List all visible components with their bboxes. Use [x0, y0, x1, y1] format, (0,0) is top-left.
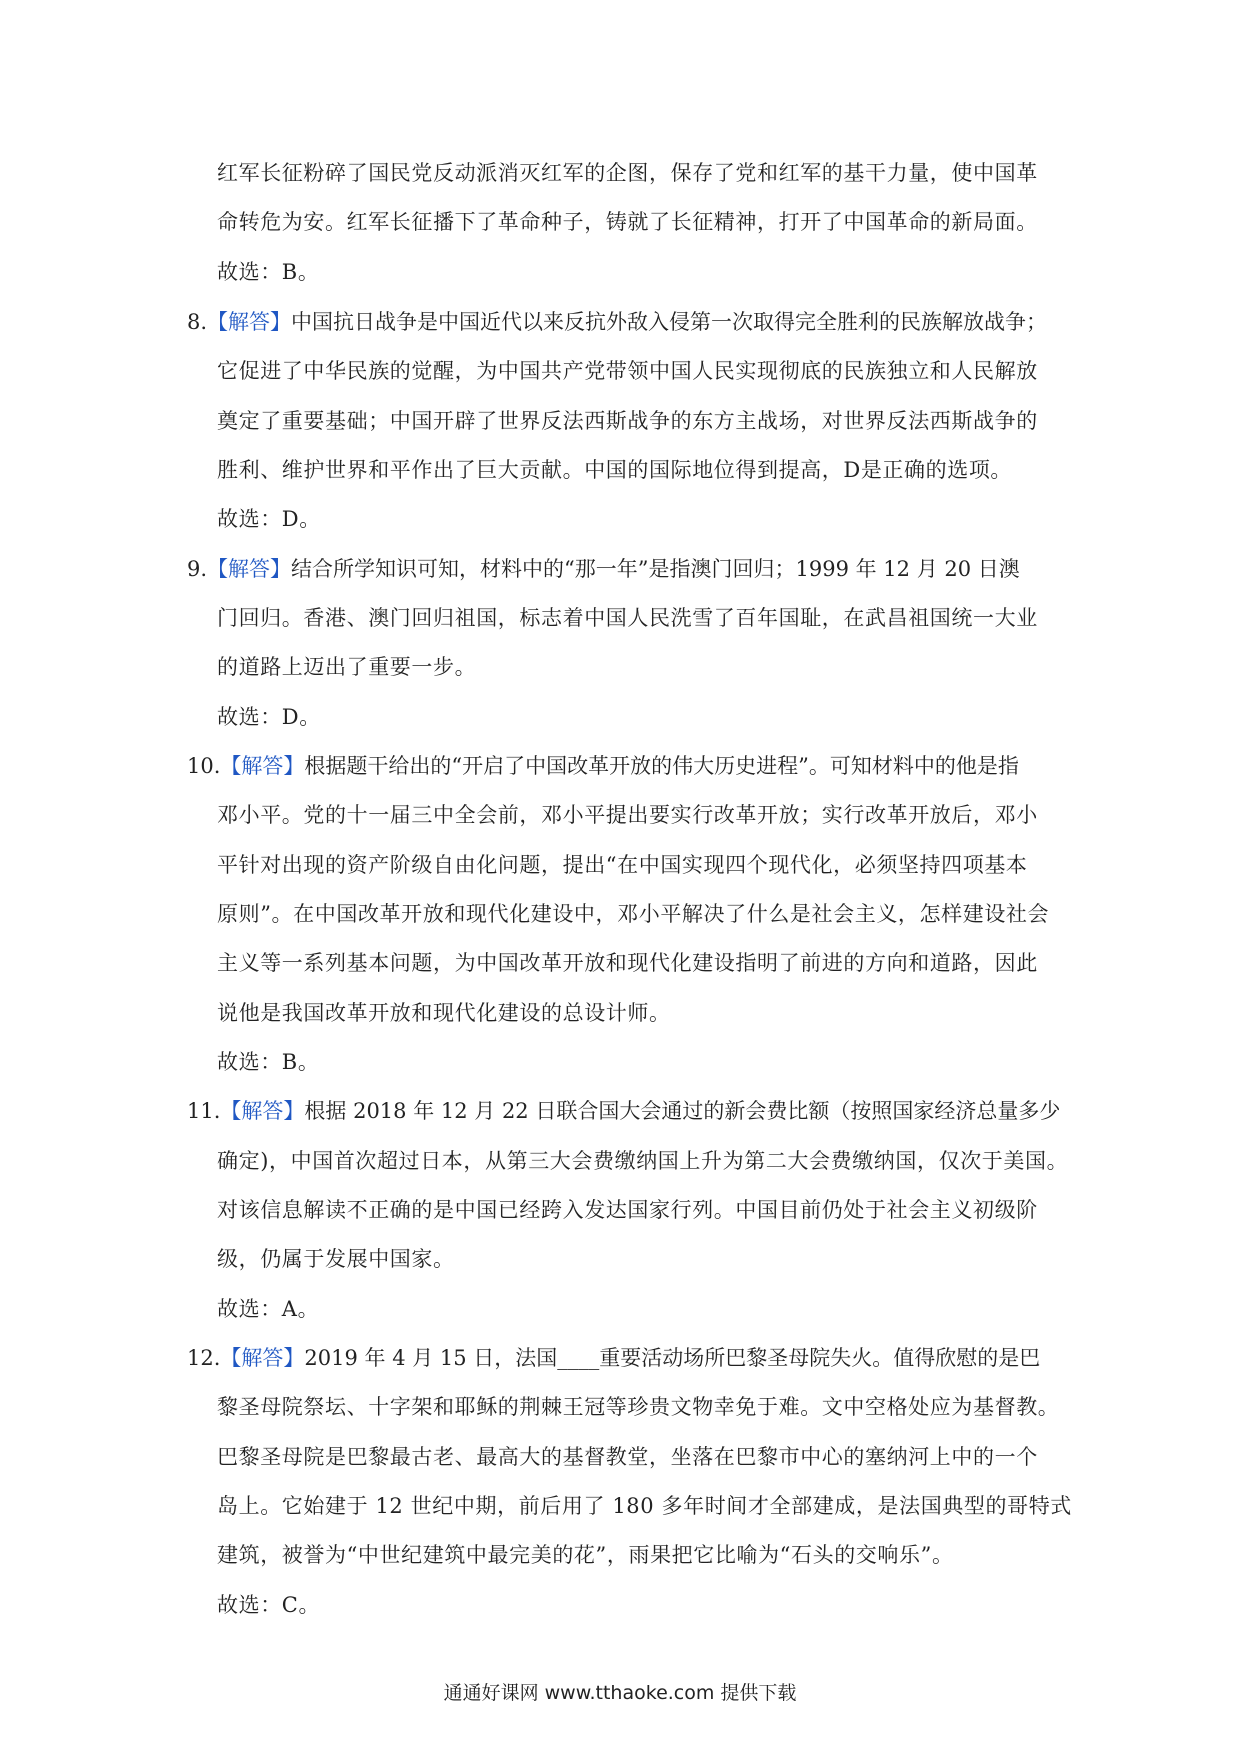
question-number	[187, 307, 1047, 337]
paragraph-line: 2019 年 4 月 15 日，法国____重要活动场所巴黎圣母院失火。值得欣慰的是巴	[304, 1346, 1041, 1370]
paragraph-line: 说他是我国改革开放和现代化建设的总设计师。	[217, 1001, 671, 1025]
answer-tag: 【解答】	[207, 310, 292, 334]
answer-choice: 故选：B。	[217, 260, 320, 284]
paragraph-line: 对该信息解读不正确的是中国已经跨入发达国家行列。中国目前仍处于社会主义初级阶	[217, 1198, 1038, 1222]
paragraph-line: 岛上。它始建于 12 世纪中期，前后用了 180 多年时间才全部建成，是法国典型的哥特式	[217, 1494, 1072, 1518]
question-number-label: 8.	[187, 310, 208, 334]
paragraph-line: 原则”。在中国改革开放和现代化建设中，邓小平解决了什么是社会主义，怎样建设社会	[217, 902, 1050, 926]
question-number-label: 9.	[187, 557, 208, 581]
question-number-label: 12.	[187, 1346, 221, 1370]
paragraph-line: 平针对出现的资产阶级自由化问题，提出“在中国实现四个现代化，必须坚持四项基本	[217, 853, 1028, 877]
paragraph-line: 巴黎圣母院是巴黎最古老、最高大的基督教堂，坐落在巴黎市中心的塞纳河上中的一个	[217, 1445, 1038, 1469]
paragraph-line: 的道路上迈出了重要一步。	[217, 655, 477, 679]
paragraph-line: 门回归。香港、澳门回归祖国，标志着中国人民洗雪了百年国耻，在武昌祖国统一大业	[217, 606, 1038, 630]
answer-choice: 故选：B。	[217, 1050, 320, 1074]
paragraph-line: 建筑，被誉为“中世纪建筑中最完美的花”，雨果把它比喻为“石头的交响乐”。	[217, 1543, 954, 1567]
paragraph-line: 黎圣母院祭坛、十字架和耶稣的荆棘王冠等珍贵文物幸免于难。文中空格处应为基督教。	[217, 1395, 1060, 1419]
question-number	[187, 1343, 1040, 1373]
question-number	[187, 751, 1019, 781]
paragraph-line: 主义等一系列基本问题，为中国改革开放和现代化建设指明了前进的方向和道路，因此	[217, 951, 1038, 975]
paragraph-line: 邓小平。党的十一届三中全会前，邓小平提出要实行改革开放；实行改革开放后，邓小	[217, 803, 1038, 827]
question-number-label: 10.	[187, 754, 221, 778]
paragraph-line: 命转危为安。红军长征播下了革命种子，铸就了长征精神，打开了中国革命的新局面。	[217, 210, 1038, 234]
paragraph-line: 结合所学知识可知，材料中的“那一年”是指澳门回归；1999 年 12 月 20 日澳	[291, 557, 1020, 581]
answer-choice: 故选：D。	[217, 507, 321, 531]
paragraph-line: 红军长征粉碎了国民党反动派消灭红军的企图，保存了党和红军的基干力量，使中国革	[217, 161, 1038, 185]
answer-tag: 【解答】	[220, 754, 305, 778]
question-number-label: 11.	[187, 1099, 221, 1123]
paragraph-line: 级，仍属于发展中国家。	[217, 1247, 455, 1271]
paragraph-line: 根据 2018 年 12 月 22 日联合国大会通过的新会费比额（按照国家经济总量多少	[304, 1099, 1061, 1123]
question-number	[187, 554, 1020, 584]
answer-tag: 【解答】	[207, 557, 292, 581]
answer-tag: 【解答】	[220, 1099, 305, 1123]
answer-tag: 【解答】	[220, 1346, 305, 1370]
paragraph-line: 胜利、维护世界和平作出了巨大贡献。中国的国际地位得到提高，D是正确的选项。	[217, 458, 1013, 482]
paragraph-line: 它促进了中华民族的觉醒，为中国共产党带领中国人民实现彻底的民族独立和人民解放	[217, 359, 1038, 383]
paragraph-line: 确定)，中国首次超过日本，从第三大会费缴纳国上升为第二大会费缴纳国，仅次于美国。	[217, 1149, 1069, 1173]
question-number	[187, 1096, 1060, 1126]
answer-choice: 故选：A。	[217, 1297, 320, 1321]
paragraph-line: 奠定了重要基础；中国开辟了世界反法西斯战争的东方主战场，对世界反法西斯战争的	[217, 409, 1038, 433]
paragraph-line: 中国抗日战争是中国近代以来反抗外敌入侵第一次取得完全胜利的民族解放战争；	[291, 310, 1048, 334]
answer-choice: 故选：D。	[217, 705, 321, 729]
answer-choice: 故选：C。	[217, 1593, 321, 1617]
paragraph-line: 根据题干给出的“开启了中国改革开放的伟大历史进程”。可知材料中的他是指	[304, 754, 1019, 778]
page-footer: 通通好课网 www.tthaoke.com 提供下载	[443, 1682, 797, 1704]
